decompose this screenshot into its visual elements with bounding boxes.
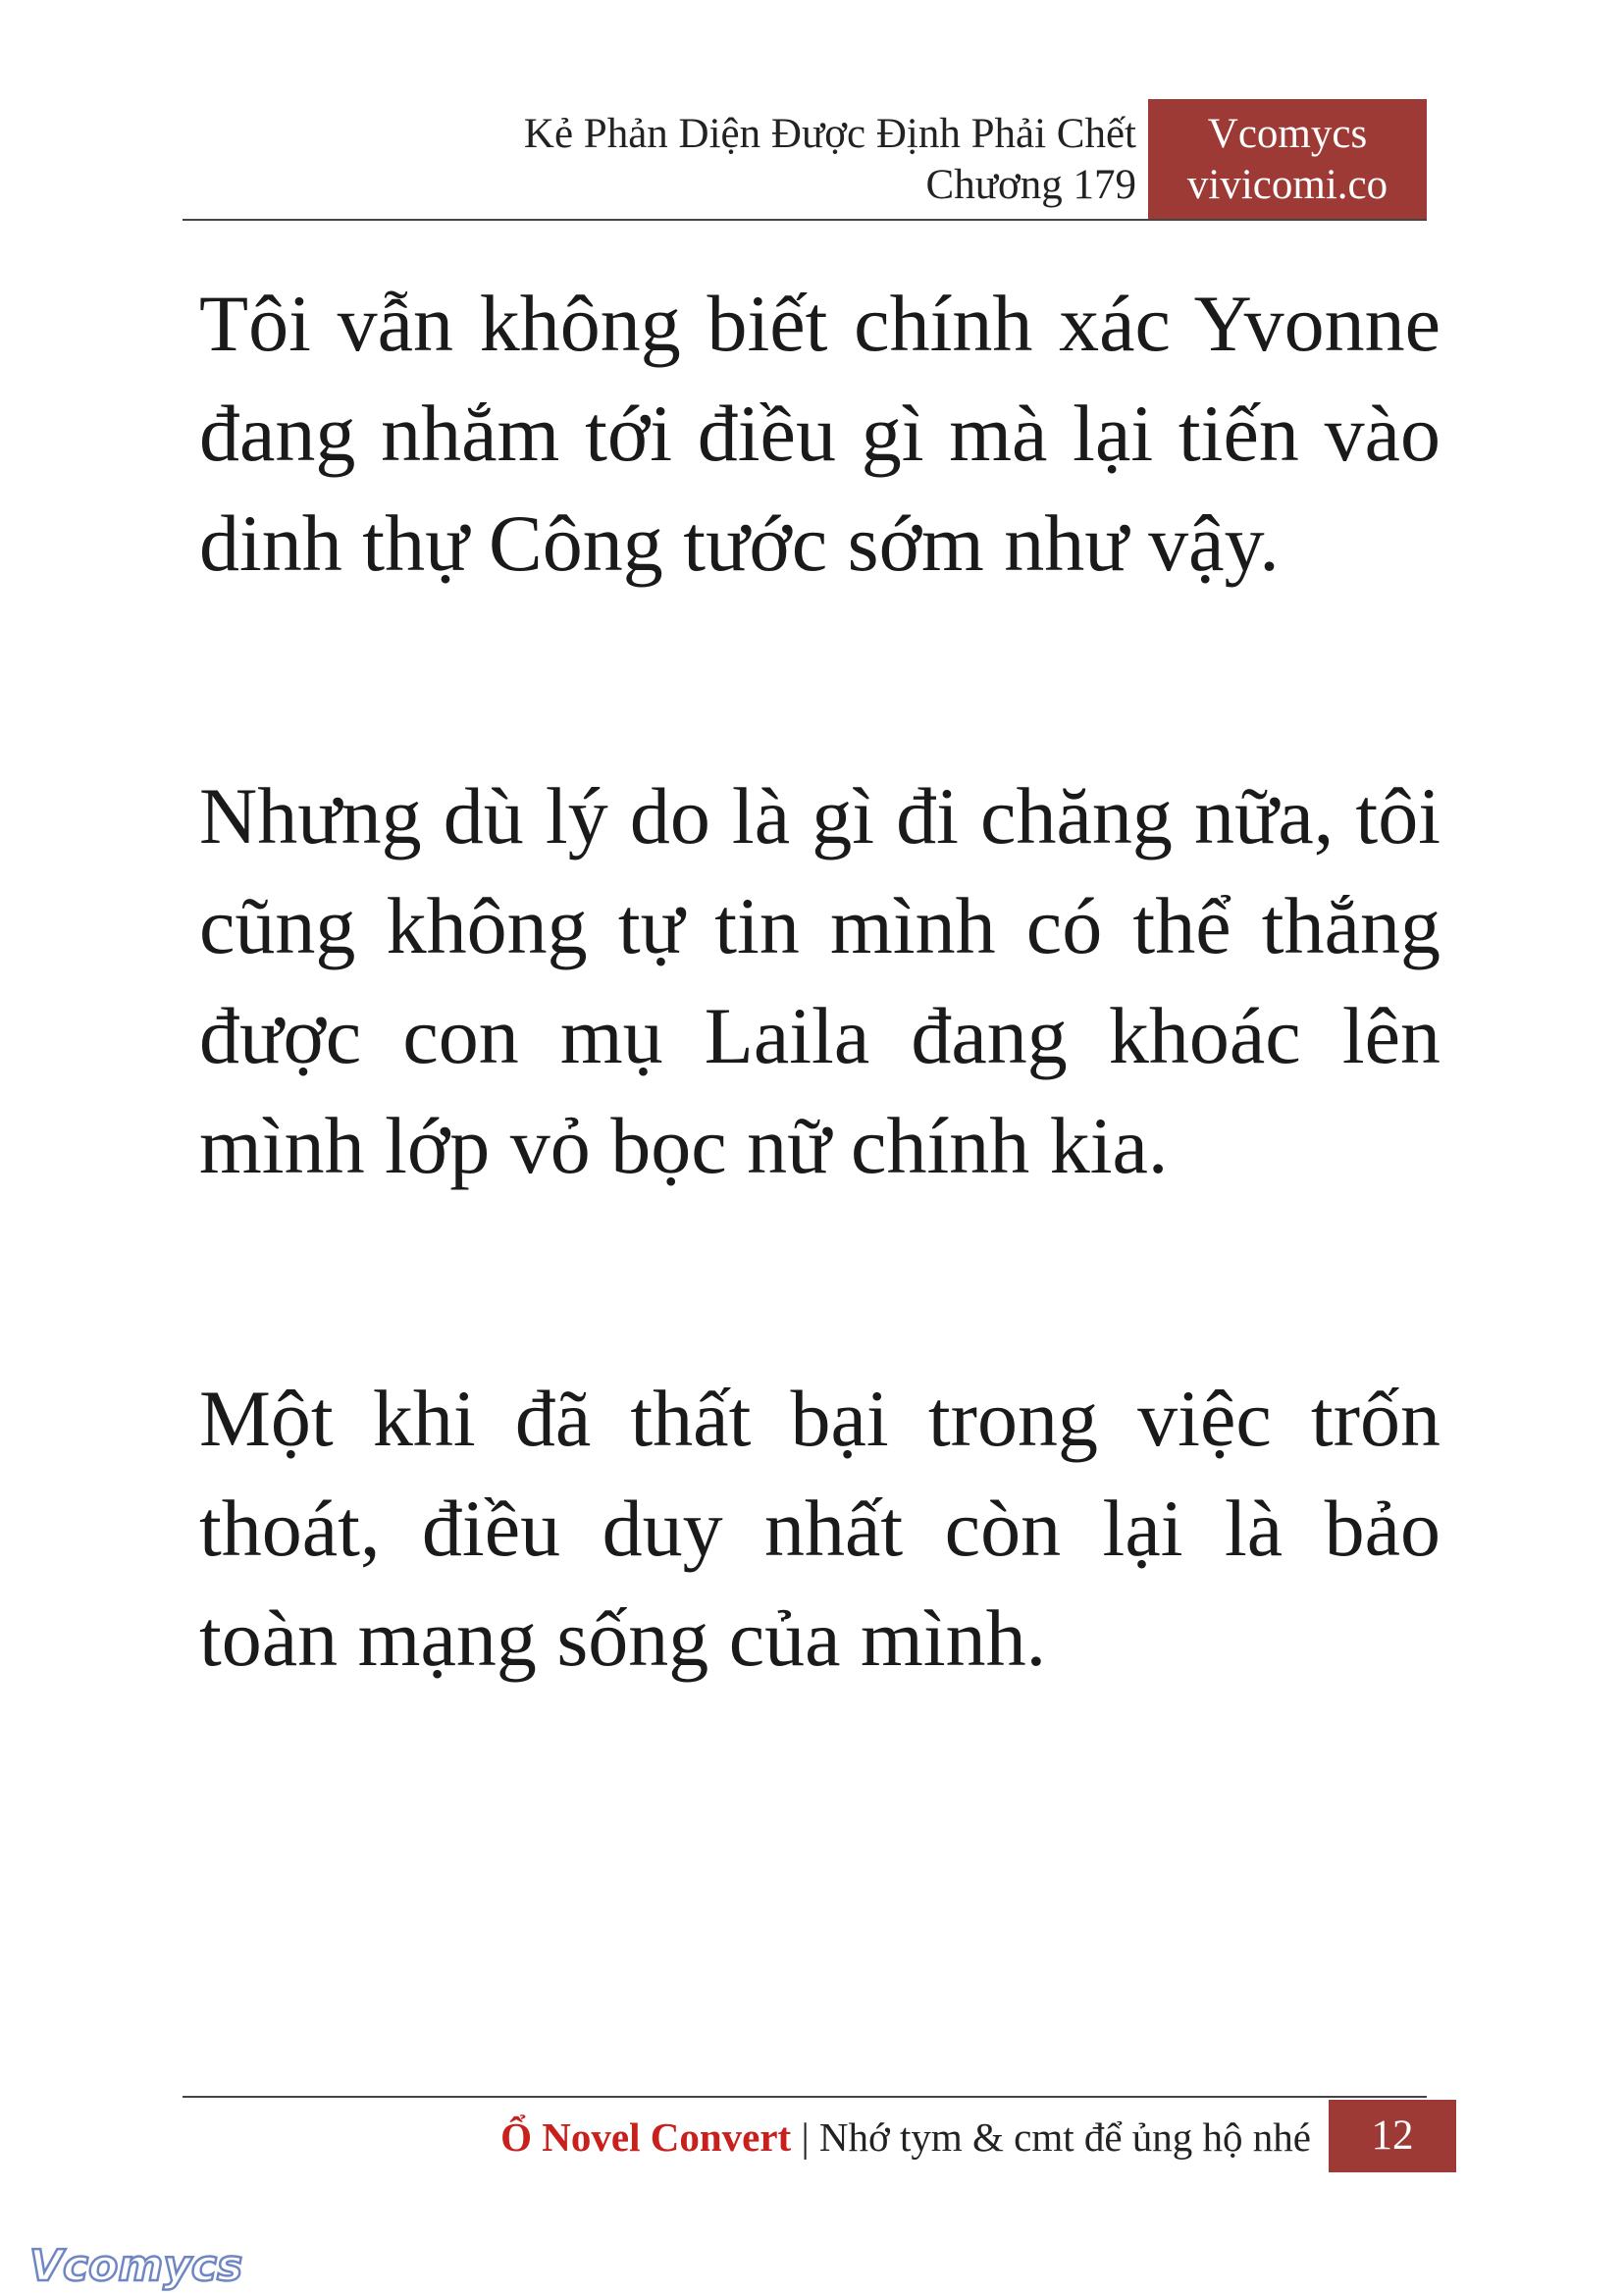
- header-divider: [183, 219, 1427, 221]
- chapter-label: Chương 179: [925, 162, 1136, 208]
- chapter-body: [199, 269, 1441, 1856]
- footer-separator: |: [801, 2114, 810, 2160]
- header-title-block: [524, 109, 1136, 211]
- paragraph-1: Tôi vẫn không biết chính xác Yvonne đang nhắm tới điều gì mà lại tiến vào dinh thự Công tước sớm như vậy.: [199, 279, 1441, 588]
- footer-brand: Ổ Novel Convert: [500, 2114, 792, 2160]
- page-header: [183, 99, 1427, 219]
- page-number: 12: [1329, 2100, 1456, 2172]
- footer-text: [500, 2112, 1311, 2163]
- site-badge-url: vivicomi.co: [1186, 162, 1388, 208]
- footer-divider: [183, 2096, 1427, 2098]
- paragraph-2: Nhưng dù lý do là gì đi chăng nữa, tôi cũng không tự tin mình có thể thắng được con mụ Laila đang khoác lên mình lớp vỏ bọc nữ chính kia.: [199, 771, 1441, 1190]
- paragraph-3: Một khi đã thất bại trong việc trốn thoát, điều duy nhất còn lại là bảo toàn mạng sống của mình.: [199, 1374, 1441, 1683]
- footer-message: Nhớ tym & cmt để ủng hộ nhé: [818, 2114, 1311, 2160]
- book-title: Kẻ Phản Diện Được Định Phải Chết: [523, 111, 1136, 157]
- site-badge-name: Vcomycs: [1207, 111, 1368, 157]
- vcomycs-watermark-logo: [27, 2235, 253, 2294]
- site-badge: [1148, 99, 1427, 219]
- watermark-text: Vcomycs: [29, 2241, 243, 2291]
- page-footer: [183, 2100, 1456, 2172]
